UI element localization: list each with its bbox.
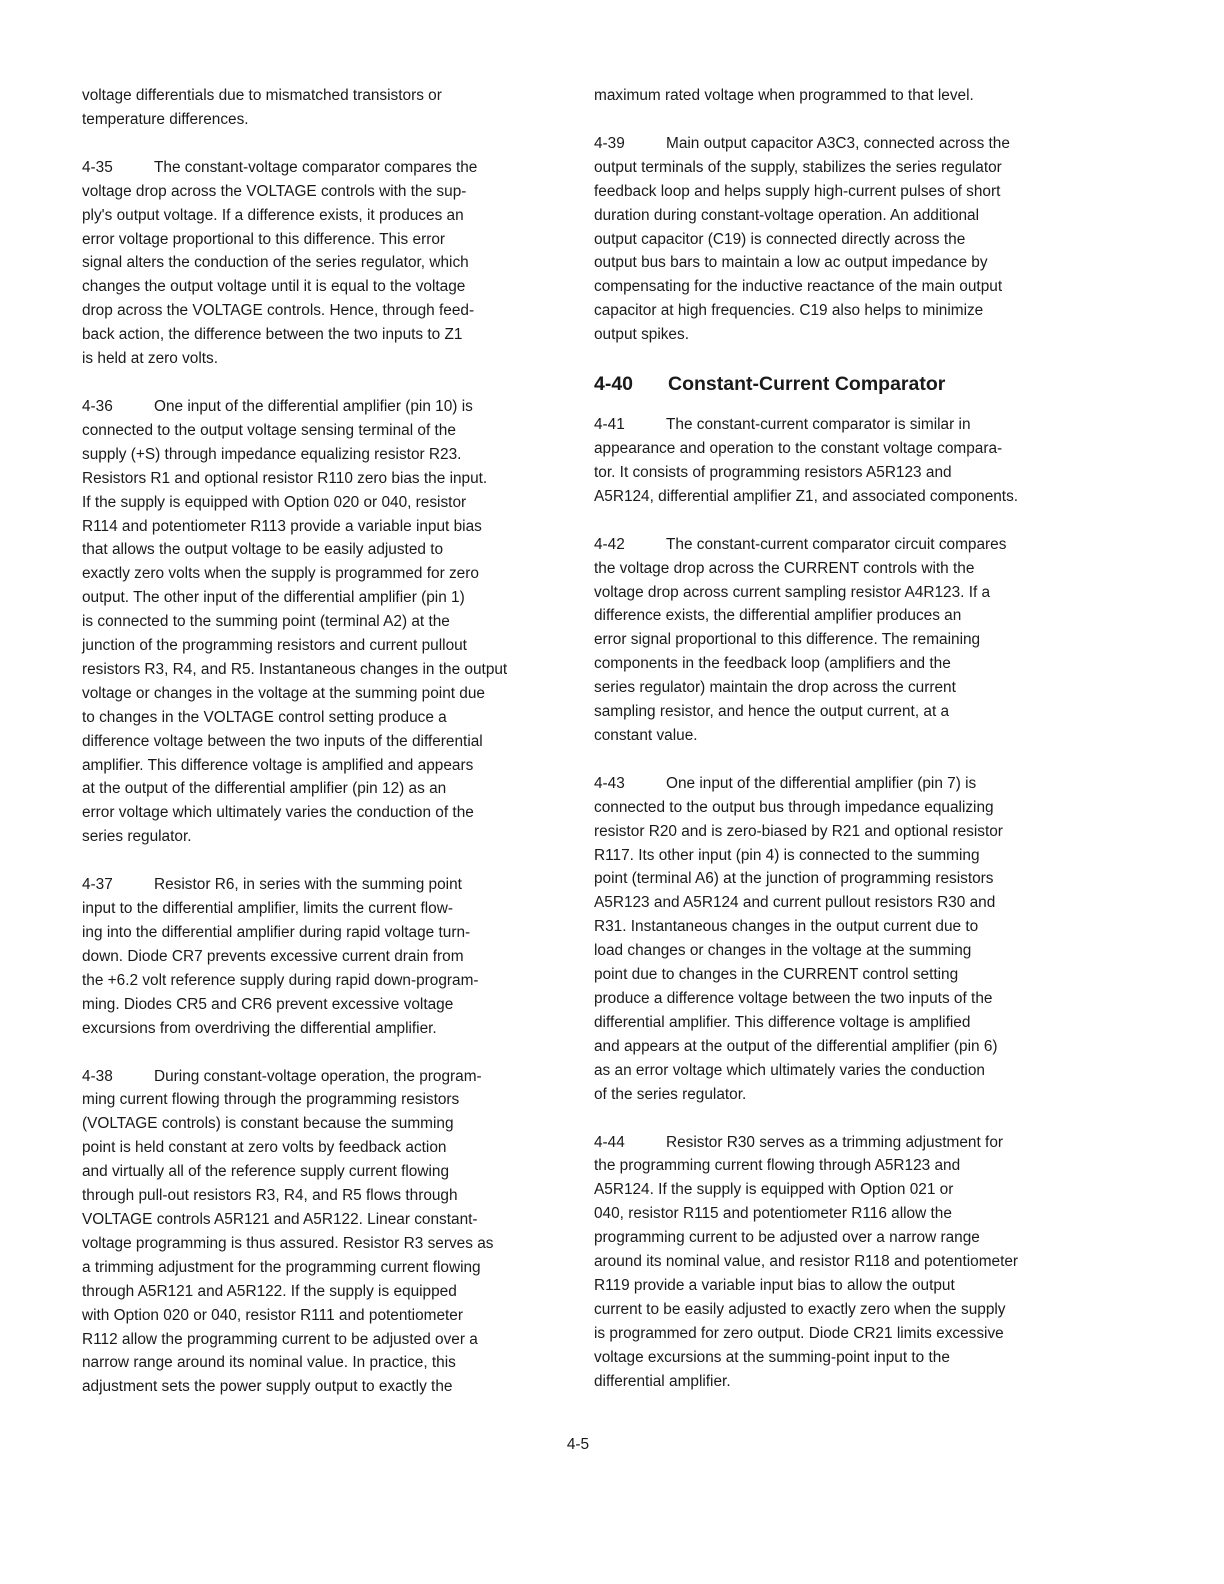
section-heading-number: 4-40: [594, 373, 634, 396]
paragraph-number: 4-35: [82, 158, 113, 176]
text-line: current to be easily adjusted to exactly zero when the supply: [594, 1300, 1006, 1318]
text-line: point (terminal A6) at the junction of programming resistors: [594, 870, 994, 888]
text-line: R31. Instantaneous changes in the output current due to: [594, 918, 979, 936]
paragraph: [594, 84, 1094, 108]
text-line: voltage programming is thus assured. Resistor R3 serves as: [82, 1234, 494, 1252]
paragraph-text: The constant-current comparator circuit compares: [666, 535, 1007, 553]
text-line: R112 allow the programming current to be adjusted over a: [82, 1330, 478, 1348]
text-line: through pull-out resistors R3, R4, and R5 flows through: [82, 1187, 458, 1205]
text-line: output. The other input of the differential amplifier (pin 1): [82, 589, 465, 607]
text-line: (VOLTAGE controls) is constant because the summing: [82, 1115, 454, 1133]
text-line: output bus bars to maintain a low ac output impedance by: [594, 254, 988, 272]
text-line: is connected to the summing point (terminal A2) at the: [82, 613, 450, 631]
text-line: R114 and potentiometer R113 provide a variable input bias: [82, 517, 482, 535]
paragraph-number: 4-44: [594, 1133, 625, 1151]
text-line: [82, 156, 580, 180]
text-line: around its nominal value, and resistor R118 and potentiometer: [594, 1253, 1019, 1271]
text-line: temperature differences.: [82, 110, 249, 128]
text-line: voltage or changes in the voltage at the summing point due: [82, 684, 485, 702]
text-line: excursions from overdriving the differential amplifier.: [82, 1019, 437, 1037]
text-line: ming current flowing through the programming resistors: [82, 1091, 460, 1109]
text-line: supply (+S) through impedance equalizing resistor R23.: [82, 445, 462, 463]
paragraph-text: The constant-voltage comparator compares the: [154, 158, 478, 176]
text-line: voltage excursions at the summing-point input to the: [594, 1348, 950, 1366]
text-line: [594, 772, 1094, 796]
text-line: changes the output voltage until it is equal to the voltage: [82, 278, 466, 296]
paragraph: [594, 1131, 1094, 1394]
text-line: A5R123 and A5R124 and current pullout resistors R30 and: [594, 894, 996, 912]
paragraph-number: 4-36: [82, 397, 113, 415]
text-line: A5R124, differential amplifier Z1, and associated components.: [594, 487, 1019, 505]
text-line: tor. It consists of programming resistors A5R123 and: [594, 463, 952, 481]
text-line: voltage drop across the VOLTAGE controls with the sup-: [82, 182, 467, 200]
text-line: ply's output voltage. If a difference exists, it produces an: [82, 206, 464, 224]
text-line: the programming current flowing through A5R123 and: [594, 1157, 961, 1175]
text-line: as an error voltage which ultimately varies the conduction: [594, 1061, 985, 1079]
text-line: adjustment sets the power supply output to exactly the: [82, 1378, 453, 1396]
left-column: [82, 84, 580, 1423]
text-line: input to the differential amplifier, limits the current flow-: [82, 900, 453, 918]
paragraph: [82, 873, 580, 1040]
paragraph-text: During constant-voltage operation, the program-: [154, 1067, 482, 1085]
text-line: output spikes.: [594, 326, 689, 344]
text-line: difference exists, the differential amplifier produces an: [594, 607, 962, 625]
text-line: programming current to be adjusted over a narrow range: [594, 1229, 980, 1247]
section-heading-title: Constant-Current Comparator: [668, 373, 946, 396]
paragraph-text: Resistor R6, in series with the summing point: [154, 876, 462, 894]
text-line: through A5R121 and A5R122. If the supply is equipped: [82, 1282, 457, 1300]
text-line: [82, 873, 580, 897]
paragraph-number: 4-41: [594, 416, 625, 434]
text-line: ing into the differential amplifier during rapid voltage turn-: [82, 924, 471, 941]
text-line: at the output of the differential amplifier (pin 12) as an: [82, 780, 447, 798]
paragraph-text: One input of the differential amplifier (pin 10) is: [154, 397, 473, 415]
paragraph: [82, 84, 580, 132]
text-line: [594, 533, 1094, 557]
text-line: connected to the output voltage sensing terminal of the: [82, 421, 456, 439]
text-line: If the supply is equipped with Option 020 or 040, resistor: [82, 493, 467, 511]
paragraph: [594, 533, 1094, 748]
paragraph-text: Resistor R30 serves as a trimming adjustment for: [666, 1133, 1004, 1151]
text-line: feedback loop and helps supply high-current pulses of short: [594, 182, 1001, 200]
text-line: output capacitor (C19) is connected directly across the: [594, 230, 966, 248]
text-line: the +6.2 volt reference supply during rapid down-program-: [82, 971, 479, 989]
text-line: signal alters the conduction of the series regulator, which: [82, 254, 469, 272]
text-line: and virtually all of the reference supply current flowing: [82, 1163, 450, 1181]
text-line: drop across the VOLTAGE controls. Hence, through feed-: [82, 302, 475, 320]
text-line: resistor R20 and is zero-biased by R21 and optional resistor: [594, 822, 1003, 840]
paragraph: [82, 395, 580, 849]
text-line: a trimming adjustment for the programming current flowing: [82, 1258, 481, 1276]
paragraph: [594, 413, 1094, 509]
text-line: differential amplifier.: [594, 1372, 731, 1390]
text-line: difference voltage between the two inputs of the differential: [82, 732, 483, 750]
text-line: error voltage proportional to this difference. This error: [82, 230, 446, 248]
text-line: [82, 395, 580, 419]
section-heading: [594, 371, 1094, 397]
paragraph-number: 4-42: [594, 535, 625, 553]
text-line: voltage drop across current sampling resistor A4R123. If a: [594, 583, 991, 601]
text-line: maximum rated voltage when programmed to that level.: [594, 87, 974, 104]
text-line: appearance and operation to the constant voltage compara-: [594, 439, 1003, 457]
page-number: 4-5: [566, 1436, 590, 1453]
paragraph: [82, 1065, 580, 1400]
paragraph-number: 4-37: [82, 876, 113, 894]
text-line: down. Diode CR7 prevents excessive current drain from: [82, 947, 464, 965]
text-line: R117. Its other input (pin 4) is connected to the summing: [594, 846, 980, 864]
paragraph-text: The constant-current comparator is similar in: [666, 416, 971, 434]
text-line: to changes in the VOLTAGE control setting produce a: [82, 708, 447, 726]
text-line: A5R124. If the supply is equipped with Option 021 or: [594, 1181, 954, 1199]
text-line: ming. Diodes CR5 and CR6 prevent excessive voltage: [82, 995, 454, 1013]
text-line: [82, 1065, 580, 1089]
text-line: voltage differentials due to mismatched transistors or: [82, 87, 442, 104]
text-line: constant value.: [594, 726, 698, 744]
text-line: output terminals of the supply, stabilizes the series regulator: [594, 158, 1002, 176]
text-line: of the series regulator.: [594, 1085, 747, 1103]
paragraph-text: Main output capacitor A3C3, connected across the: [666, 134, 1010, 152]
text-line: [594, 1131, 1094, 1155]
right-column: [594, 84, 1094, 1418]
text-line: junction of the programming resistors and current pullout: [82, 637, 467, 655]
right-column-upper: [594, 84, 1094, 347]
paragraph-number: 4-43: [594, 774, 625, 792]
text-line: with Option 020 or 040, resistor R111 and potentiometer: [82, 1306, 463, 1324]
text-line: produce a difference voltage between the two inputs of the: [594, 990, 993, 1007]
text-line: error signal proportional to this difference. The remaining: [594, 631, 981, 649]
text-line: point due to changes in the CURRENT control setting: [594, 966, 959, 984]
text-line: the voltage drop across the CURRENT controls with the: [594, 559, 975, 577]
text-line: back action, the difference between the two inputs to Z1: [82, 326, 463, 344]
text-line: that allows the output voltage to be easily adjusted to: [82, 541, 444, 559]
paragraph-number: 4-39: [594, 134, 625, 152]
text-line: narrow range around its nominal value. In practice, this: [82, 1354, 456, 1372]
text-line: 040, resistor R115 and potentiometer R116 allow the: [594, 1205, 952, 1223]
right-column-lower: [594, 413, 1094, 1393]
text-line: resistors R3, R4, and R5. Instantaneous changes in the output: [82, 660, 508, 678]
text-line: R119 provide a variable input bias to allow the output: [594, 1276, 955, 1294]
text-line: connected to the output bus through impedance equalizing: [594, 798, 994, 816]
paragraph-text: One input of the differential amplifier (pin 7) is: [666, 774, 977, 792]
paragraph: [594, 772, 1094, 1107]
text-line: [594, 132, 1094, 156]
text-line: is held at zero volts.: [82, 350, 219, 368]
text-line: differential amplifier. This difference voltage is amplified: [594, 1013, 971, 1031]
text-line: point is held constant at zero volts by feedback action: [82, 1139, 447, 1157]
text-line: Resistors R1 and optional resistor R110 zero bias the input.: [82, 469, 488, 487]
paragraph-number: 4-38: [82, 1067, 113, 1085]
text-line: amplifier. This difference voltage is amplified and appears: [82, 756, 474, 774]
text-line: error voltage which ultimately varies the conduction of the: [82, 804, 474, 822]
text-line: is programmed for zero output. Diode CR21 limits excessive: [594, 1324, 1004, 1342]
text-line: and appears at the output of the differential amplifier (pin 6): [594, 1037, 998, 1055]
text-line: compensating for the inductive reactance of the main output: [594, 278, 1003, 296]
text-line: components in the feedback loop (amplifiers and the: [594, 655, 951, 673]
paragraph: [594, 132, 1094, 347]
text-line: capacitor at high frequencies. C19 also helps to minimize: [594, 302, 984, 320]
text-line: exactly zero volts when the supply is programmed for zero: [82, 565, 479, 583]
text-line: [594, 413, 1094, 437]
text-line: duration during constant-voltage operation. An additional: [594, 206, 980, 224]
text-line: load changes or changes in the voltage at the summing: [594, 942, 972, 960]
text-line: series regulator) maintain the drop across the current: [594, 679, 956, 697]
paragraph: [82, 156, 580, 371]
text-line: series regulator.: [82, 828, 192, 846]
text-line: sampling resistor, and hence the output current, at a: [594, 703, 950, 721]
text-line: VOLTAGE controls A5R121 and A5R122. Linear constant-: [82, 1210, 478, 1228]
